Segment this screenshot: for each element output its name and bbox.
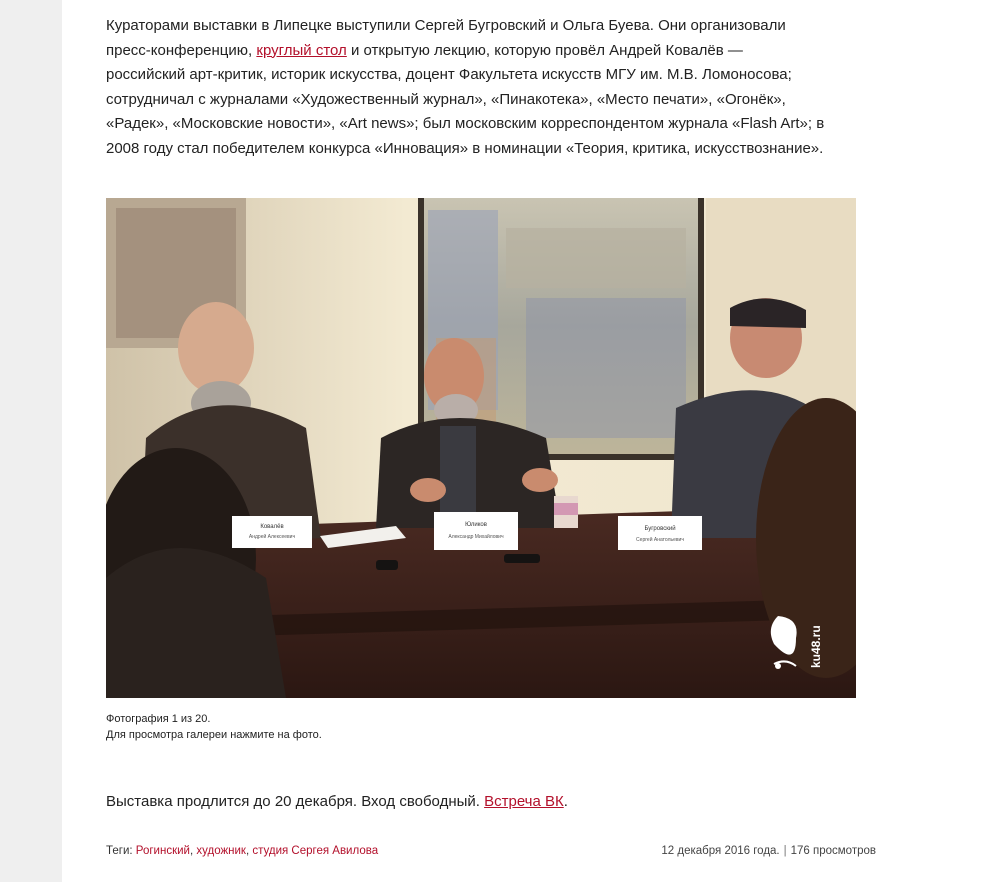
closing-end: . xyxy=(563,793,568,810)
paragraph-text-1: Кураторами выставки в Липецке выступили Сергей Бугровский и Ольга Буева. Они организовали пресс-конференцию, xyxy=(106,17,786,59)
paragraph-text-2: и открытую лекцию, которую провёл Андрей Ковалёв — российский арт-критик, историк искусства, доцент Факультета искусств МГУ им. М.В. Ломоносова; сотрудничал с журналами «Художественный журнал», «Пинакотека», «Место печати», «Огонёк», «Радек», «Московские новости», «Art news»; был московским корреспондентом журнала «Flash Art»; в 2008 году стал победителем конкурса «Инновация» в номинации «Теория, критика, искусствознание». xyxy=(106,41,825,157)
nameplate-bugrovsky xyxy=(618,516,702,550)
photo-counter: Фотография 1 из 20. xyxy=(106,713,211,725)
publish-date: 12 декабря 2016 года. xyxy=(661,845,780,857)
tags-list xyxy=(106,843,378,859)
vk-meeting-link[interactable]: Встреча ВК xyxy=(484,793,564,810)
closing-paragraph xyxy=(106,791,826,813)
view-count: 176 просмотров xyxy=(790,845,876,857)
gallery-photo[interactable] xyxy=(106,198,856,698)
tag-separator: , xyxy=(245,845,253,857)
meta-separator: | xyxy=(783,845,787,857)
nameplate-kovalev-name: Андрей Алексеевич xyxy=(248,534,296,540)
closing-text: Выставка продлится до 20 декабря. Вход свободный. xyxy=(106,793,485,810)
nameplate-yulikov-name: Александр Михайлович xyxy=(448,534,504,540)
watermark-text: ku48.ru xyxy=(809,625,823,668)
nameplate-kovalev-surname: Ковалёв xyxy=(260,524,284,530)
tag-link-roginsky[interactable]: Рогинский xyxy=(135,845,190,857)
article-page xyxy=(62,0,1006,882)
tag-link-artist[interactable]: художник xyxy=(196,845,246,857)
article-paragraph xyxy=(106,14,826,162)
gallery-hint: Для просмотра галереи нажмите на фото. xyxy=(106,729,322,741)
nameplate-yulikov-surname: Юликов xyxy=(465,522,487,528)
tag-separator: , xyxy=(189,845,197,857)
nameplate-kovalev xyxy=(232,516,312,548)
round-table-link[interactable]: круглый стол xyxy=(256,41,347,59)
tag-link-avilov-studio[interactable]: студия Сергея Авилова xyxy=(252,845,379,857)
nameplate-bugrovsky-name: Сергей Анатольевич xyxy=(636,537,684,543)
tags-label: Теги: xyxy=(106,845,136,857)
nameplate-bugrovsky-surname: Бугровский xyxy=(644,526,676,532)
photo-caption xyxy=(106,711,706,743)
article-meta xyxy=(661,843,876,859)
nameplate-yulikov xyxy=(434,512,518,550)
